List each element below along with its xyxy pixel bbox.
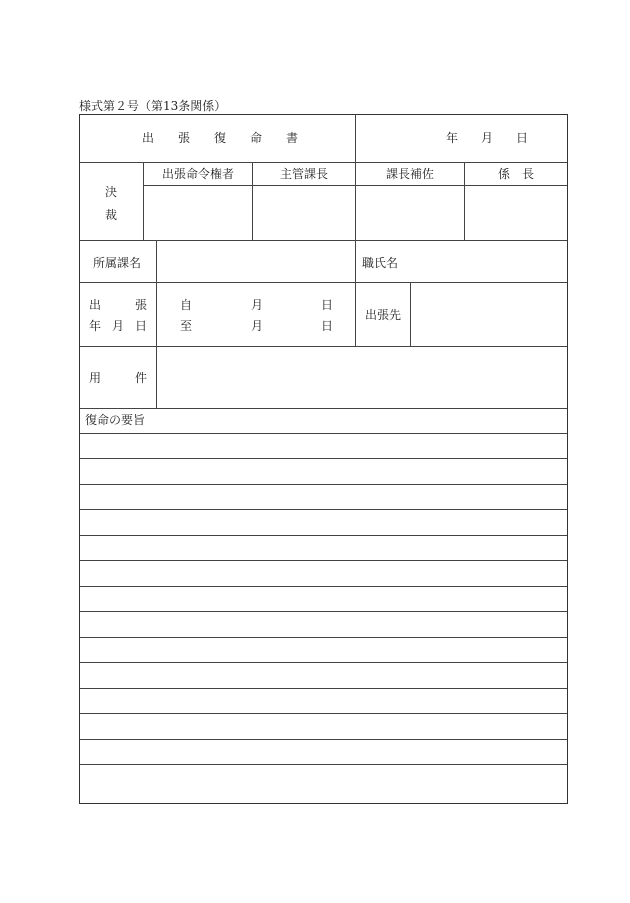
- period-from-label: 自: [180, 298, 193, 312]
- approval-column-header: 出張命令権者: [161, 167, 234, 181]
- date-day-label: 日: [516, 131, 529, 145]
- date-year-label: 年: [446, 131, 459, 145]
- summary-line: [80, 509, 567, 510]
- approval-label-char: 決: [105, 185, 118, 199]
- period-to-label: 至: [180, 319, 193, 333]
- period-label-char: 出: [89, 298, 102, 312]
- name-label: 職氏名: [362, 256, 399, 270]
- period-label-char: 月: [112, 319, 125, 333]
- row-divider: [80, 282, 567, 283]
- summary-line: [80, 637, 567, 638]
- summary-line: [80, 662, 567, 663]
- summary-line: [80, 586, 567, 587]
- date-month-label: 月: [481, 131, 494, 145]
- col-divider: [410, 282, 411, 346]
- title-char: 書: [286, 131, 299, 145]
- row-divider: [80, 346, 567, 347]
- summary-line: [80, 713, 567, 714]
- summary-line: [80, 688, 567, 689]
- row-divider: [80, 433, 567, 434]
- title-char: 命: [250, 131, 263, 145]
- summary-line: [80, 484, 567, 485]
- approval-column-header: 課長補佐: [385, 167, 434, 181]
- department-label: 所属課名: [93, 256, 142, 270]
- purpose-label-char: 件: [135, 371, 148, 385]
- trip-report-form: [79, 114, 568, 804]
- summary-line: [80, 739, 567, 740]
- summary-line: [80, 458, 567, 459]
- col-divider: [355, 240, 356, 346]
- period-from-day: 日: [321, 298, 334, 312]
- summary-line: [80, 560, 567, 561]
- title-char: 出: [142, 131, 155, 145]
- purpose-label-char: 用: [89, 371, 102, 385]
- title-char: 復: [214, 131, 227, 145]
- summary-line: [80, 764, 567, 765]
- summary-line: [80, 611, 567, 612]
- form-number: 様式第２号（第13条関係）: [79, 99, 227, 113]
- period-to-day: 日: [321, 319, 334, 333]
- approval-label-char: 裁: [105, 208, 118, 222]
- approval-column-header: 係 長: [497, 167, 534, 181]
- period-label-char: 日: [135, 319, 148, 333]
- row-divider: [80, 408, 567, 409]
- row-divider: [80, 162, 567, 163]
- col-divider: [156, 240, 157, 408]
- destination-label: 出張先: [365, 308, 402, 322]
- period-label-char: 年: [89, 319, 102, 333]
- title-char: 張: [178, 131, 191, 145]
- col-divider: [355, 115, 356, 162]
- period-from-month: 月: [251, 298, 264, 312]
- period-to-month: 月: [251, 319, 264, 333]
- row-divider: [80, 240, 567, 241]
- approval-column-header: 主管課長: [279, 167, 328, 181]
- period-label-char: 張: [135, 298, 148, 312]
- summary-line: [80, 535, 567, 536]
- summary-label: 復命の要旨: [85, 413, 146, 427]
